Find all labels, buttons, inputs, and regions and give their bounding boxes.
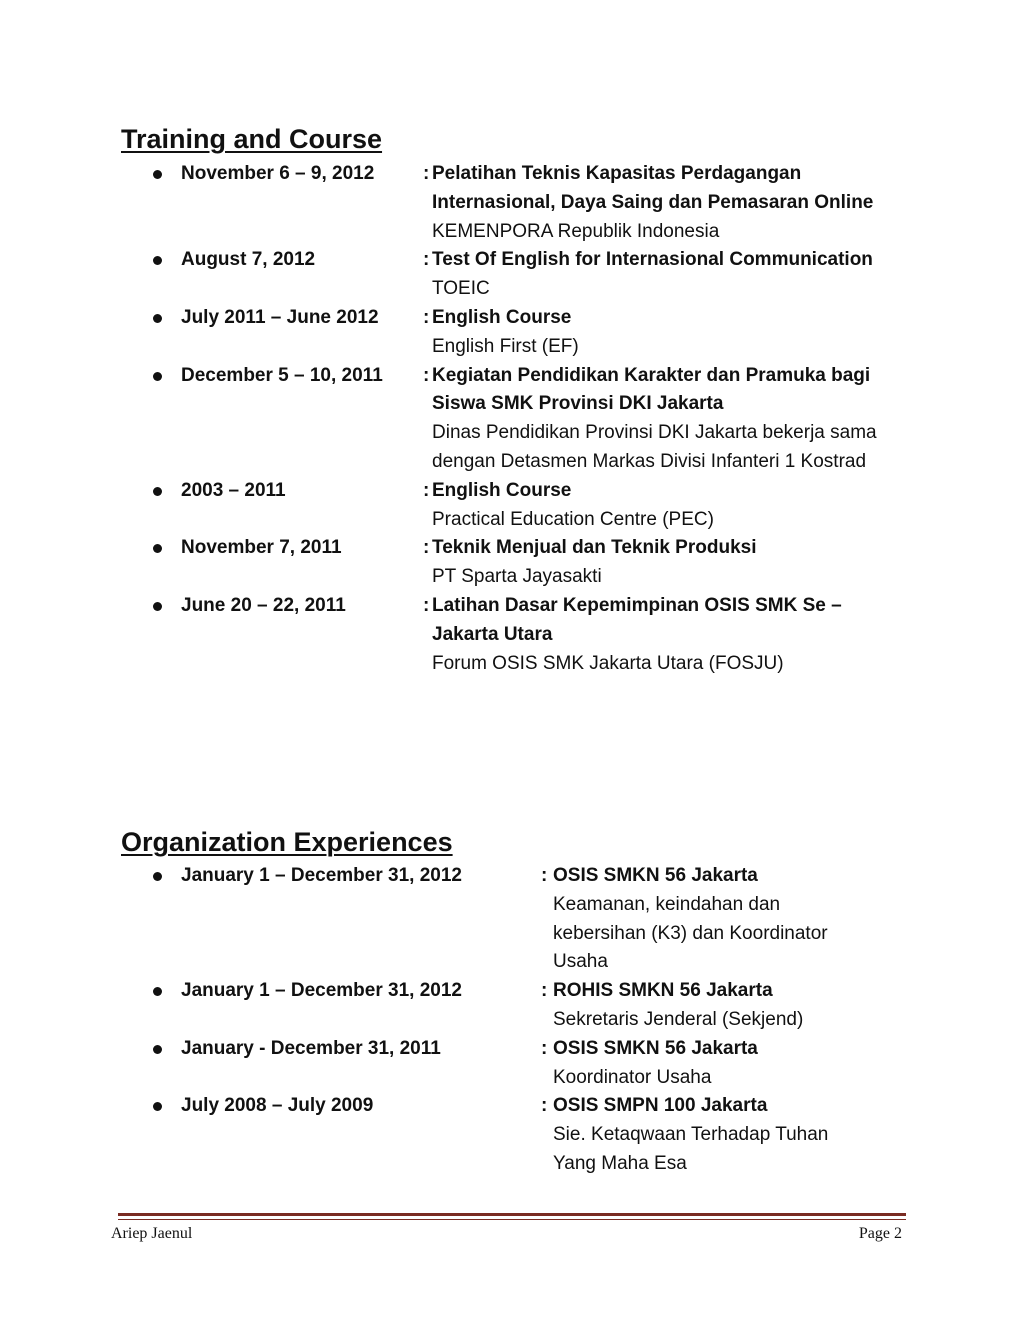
bullet-icon [153, 170, 162, 179]
training-entry [0, 304, 1024, 362]
entry-colon: : [541, 1037, 548, 1059]
entry-date: January - December 31, 2011 [181, 1037, 441, 1059]
bullet-icon [153, 487, 162, 496]
bullet-icon [153, 987, 162, 996]
entry-detail [553, 1092, 873, 1178]
entry-role: Sie. Ketaqwaan Terhadap Tuhan Yang Maha Esa [553, 1124, 829, 1174]
entry-organizer: Practical Education Centre (PEC) [432, 508, 714, 530]
training-entry [0, 362, 1024, 477]
entry-date: November 6 – 9, 2012 [181, 163, 375, 184]
training-entry [0, 477, 1024, 535]
entry-date: July 2008 – July 2009 [181, 1095, 374, 1117]
entry-role: Koordinator Usaha [553, 1066, 712, 1088]
entry-title: English Course [432, 306, 572, 328]
bullet-icon [153, 544, 162, 553]
entry-detail [432, 534, 912, 592]
entry-date: August 7, 2012 [181, 249, 316, 271]
bullet-icon [153, 1045, 162, 1054]
entry-organization: ROHIS SMKN 56 Jakarta [553, 980, 773, 1002]
entry-detail [432, 362, 912, 477]
bullet-icon [153, 872, 162, 881]
entry-colon: : [423, 163, 430, 184]
entry-title: Teknik Menjual dan Teknik Produksi [432, 537, 757, 559]
bullet-icon [153, 1102, 162, 1111]
entry-colon: : [423, 364, 430, 386]
entry-colon: : [541, 980, 548, 1002]
entry-organizer: Dinas Pendidikan Provinsi DKI Jakarta bekerja sama dengan Detasmen Markas Divisi Infanteri 1 Kostrad [432, 422, 877, 472]
organization-entry [0, 1092, 1024, 1178]
bullet-icon [153, 372, 162, 381]
entry-organization: OSIS SMKN 56 Jakarta [553, 1037, 758, 1059]
footer-rule [118, 1213, 906, 1216]
organization-list [0, 862, 1024, 1179]
training-entry [0, 534, 1024, 592]
entry-role: Keamanan, keindahan dan kebersihan (K3) dan Koordinator Usaha [553, 893, 828, 973]
footer-author: Ariep Jaenul [111, 1225, 193, 1242]
entry-date: January 1 – December 31, 2012 [181, 865, 462, 886]
entry-date: November 7, 2011 [181, 537, 342, 559]
entry-detail [553, 1035, 873, 1093]
footer-rule-thin [118, 1219, 906, 1220]
training-entry [0, 160, 1024, 246]
training-list [0, 160, 1024, 678]
entry-detail [432, 477, 912, 535]
entry-organizer: English First (EF) [432, 335, 579, 357]
training-entry [0, 246, 1024, 304]
entry-colon: : [541, 865, 548, 886]
entry-title: Kegiatan Pendidikan Karakter dan Pramuka bagi Siswa SMK Provinsi DKI Jakarta [432, 364, 871, 415]
entry-detail [553, 862, 873, 977]
bullet-icon [153, 314, 162, 323]
entry-title: Latihan Dasar Kepemimpinan OSIS SMK Se – Jakarta Utara [432, 594, 842, 645]
organization-entry [0, 862, 1024, 977]
entry-organizer: KEMENPORA Republik Indonesia [432, 220, 720, 242]
entry-detail [432, 160, 912, 246]
entry-detail [432, 246, 912, 304]
entry-colon: : [423, 249, 430, 271]
entry-date: June 20 – 22, 2011 [181, 594, 346, 616]
entry-colon: : [423, 479, 430, 501]
entry-date: January 1 – December 31, 2012 [181, 980, 462, 1002]
entry-colon: : [541, 1095, 548, 1117]
entry-detail [432, 592, 912, 678]
entry-title: Pelatihan Teknis Kapasitas Perdagangan Internasional, Daya Saing dan Pemasaran Online [432, 163, 874, 213]
bullet-icon [153, 602, 162, 611]
entry-date: July 2011 – June 2012 [181, 306, 379, 328]
entry-colon: : [423, 306, 430, 328]
entry-date: December 5 – 10, 2011 [181, 364, 383, 386]
organization-section-heading: Organization Experiences [121, 827, 453, 857]
entry-organizer: PT Sparta Jayasakti [432, 566, 602, 588]
organization-entry [0, 1035, 1024, 1093]
entry-colon: : [423, 594, 430, 616]
entry-role: Sekretaris Jenderal (Sekjend) [553, 1008, 804, 1030]
bullet-icon [153, 256, 162, 265]
footer-page-number: Page 2 [858, 1225, 902, 1242]
training-entry [0, 592, 1024, 678]
entry-organizer: Forum OSIS SMK Jakarta Utara (FOSJU) [432, 652, 784, 674]
entry-date: 2003 – 2011 [181, 479, 286, 501]
entry-organization: OSIS SMKN 56 Jakarta [553, 865, 758, 886]
entry-colon: : [423, 537, 430, 559]
entry-title: Test Of English for Internasional Communication [432, 249, 873, 271]
entry-title: English Course [432, 479, 572, 501]
entry-organization: OSIS SMPN 100 Jakarta [553, 1095, 768, 1117]
organization-entry [0, 977, 1024, 1035]
entry-detail [432, 304, 912, 362]
training-section-heading: Training and Course [121, 124, 383, 154]
entry-detail [553, 977, 873, 1035]
entry-organizer: TOEIC [432, 278, 490, 300]
